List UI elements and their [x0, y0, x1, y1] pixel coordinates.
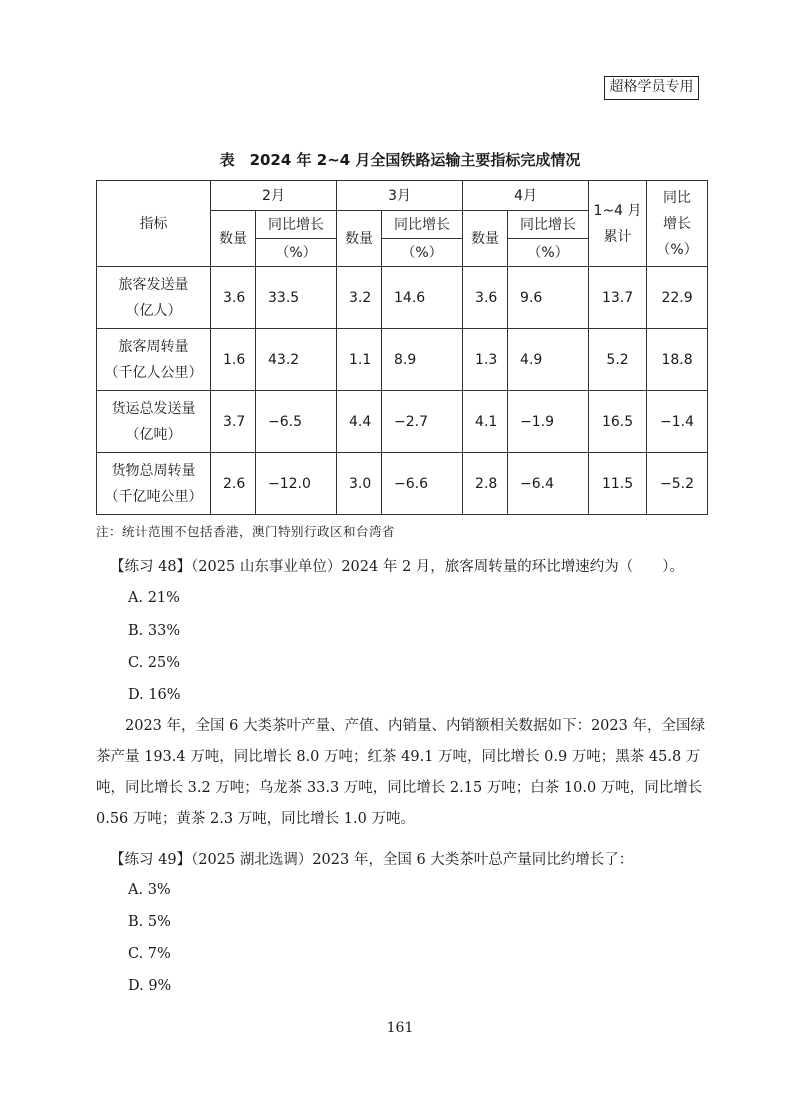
yoy-header: 同比增长	[508, 211, 589, 239]
pct-unit: （%）	[508, 239, 589, 267]
option-item: D. 9%	[128, 978, 172, 994]
quantity-header: 数量	[337, 211, 382, 267]
table-row	[97, 453, 708, 515]
cumulative-header-line: 1~4 月	[593, 202, 642, 219]
cell-value: −2.7	[382, 391, 463, 453]
option-item: A. 21%	[128, 590, 180, 606]
cell-value: −5.2	[647, 453, 708, 515]
cell-value: 9.6	[508, 267, 589, 329]
cell-value: 1.1	[337, 329, 382, 391]
quantity-header: 数量	[463, 211, 508, 267]
row-label	[97, 453, 211, 515]
cell-value: 11.5	[589, 453, 647, 515]
cell-value: 14.6	[382, 267, 463, 329]
cell-value: 3.6	[211, 267, 256, 329]
cell-value: 3.6	[463, 267, 508, 329]
cell-value: 3.0	[337, 453, 382, 515]
table-row	[97, 267, 708, 329]
question-49-stem: 【练习 49】（2025 湖北选调）2023 年，全国 6 大类茶叶总产量同比约增长了：	[110, 852, 634, 868]
row-unit: （亿吨）	[125, 426, 182, 443]
student-only-badge: 超格学员专用	[604, 76, 699, 100]
row-name: 旅客周转量	[118, 338, 189, 355]
indicator-header: 指标	[97, 181, 211, 267]
cell-value: 2.8	[463, 453, 508, 515]
cell-value: −6.6	[382, 453, 463, 515]
cell-value: 4.9	[508, 329, 589, 391]
row-name: 旅客发送量	[118, 276, 189, 293]
cell-value: 5.2	[589, 329, 647, 391]
total-yoy-header-line: （%）	[656, 241, 698, 258]
yoy-header: 同比增长	[256, 211, 337, 239]
cell-value: 43.2	[256, 329, 337, 391]
option-item: C. 25%	[128, 655, 181, 671]
cell-value: 3.2	[337, 267, 382, 329]
cell-value: 8.9	[382, 329, 463, 391]
cell-value: 3.7	[211, 391, 256, 453]
cell-value: 4.4	[337, 391, 382, 453]
option-item: D. 16%	[128, 687, 181, 703]
table-caption: 表 2024 年 2~4 月全国铁路运输主要指标完成情况	[219, 151, 581, 169]
pct-unit: （%）	[256, 239, 337, 267]
total-yoy-header-line: 增长	[663, 215, 692, 232]
cell-value: 2.6	[211, 453, 256, 515]
month-header: 2月	[211, 181, 337, 211]
cell-value: −1.9	[508, 391, 589, 453]
row-label	[97, 391, 211, 453]
table-note: 注：统计范围不包括香港，澳门特别行政区和台湾省	[96, 524, 396, 539]
cell-value: 33.5	[256, 267, 337, 329]
quantity-header: 数量	[211, 211, 256, 267]
yoy-header: 同比增长	[382, 211, 463, 239]
table-row	[97, 391, 708, 453]
month-header: 4月	[463, 181, 589, 211]
cell-value: 22.9	[647, 267, 708, 329]
tea-data-paragraph: 2023 年，全国 6 大类茶叶产量、产值、内销量、内销额相关数据如下：2023 年，全国绿茶产量 193.4 万吨，同比增长 8.0 万吨；红茶 49.1 万吨，同比增长 0.9 万吨；黑茶 45.8 万吨，同比增长 3.2 万吨；乌龙茶 33.3 万吨，同比增长 2.15 万吨；白茶 10.0 万吨，同比增长 0.56 万吨；黄茶 2.3 万吨，同比增长 1.0 万吨。	[96, 718, 705, 827]
row-label	[97, 329, 211, 391]
month-header: 3月	[337, 181, 463, 211]
cell-value: 4.1	[463, 391, 508, 453]
cell-value: 1.3	[463, 329, 508, 391]
cell-value: −1.4	[647, 391, 708, 453]
option-item: A. 3%	[128, 882, 171, 898]
pct-unit: （%）	[382, 239, 463, 267]
header-row-months	[97, 181, 708, 211]
cumulative-header-line: 累计	[603, 228, 632, 245]
cell-value: 16.5	[589, 391, 647, 453]
cell-value: −12.0	[256, 453, 337, 515]
cell-value: 1.6	[211, 329, 256, 391]
cumulative-header	[589, 181, 647, 267]
option-item: B. 5%	[128, 914, 171, 930]
row-name: 货运总发送量	[111, 400, 196, 417]
row-label	[97, 267, 211, 329]
row-unit: （亿人）	[125, 302, 182, 319]
cell-value: 18.8	[647, 329, 708, 391]
row-unit: （千亿吨公里）	[104, 488, 203, 505]
row-unit: （千亿人公里）	[104, 364, 203, 381]
railway-indicators-table	[96, 180, 708, 515]
cell-value: −6.5	[256, 391, 337, 453]
option-item: C. 7%	[128, 946, 171, 962]
total-yoy-header-line: 同比	[663, 189, 692, 206]
row-name: 货物总周转量	[111, 462, 196, 479]
total-yoy-header	[647, 181, 708, 267]
page-number: 161	[386, 1020, 414, 1036]
table-row	[97, 329, 708, 391]
cell-value: −6.4	[508, 453, 589, 515]
cell-value: 13.7	[589, 267, 647, 329]
option-item: B. 33%	[128, 623, 181, 639]
question-48-stem: 【练习 48】（2025 山东事业单位）2024 年 2 月，旅客周转量的环比增速约为（ ）。	[110, 559, 685, 575]
